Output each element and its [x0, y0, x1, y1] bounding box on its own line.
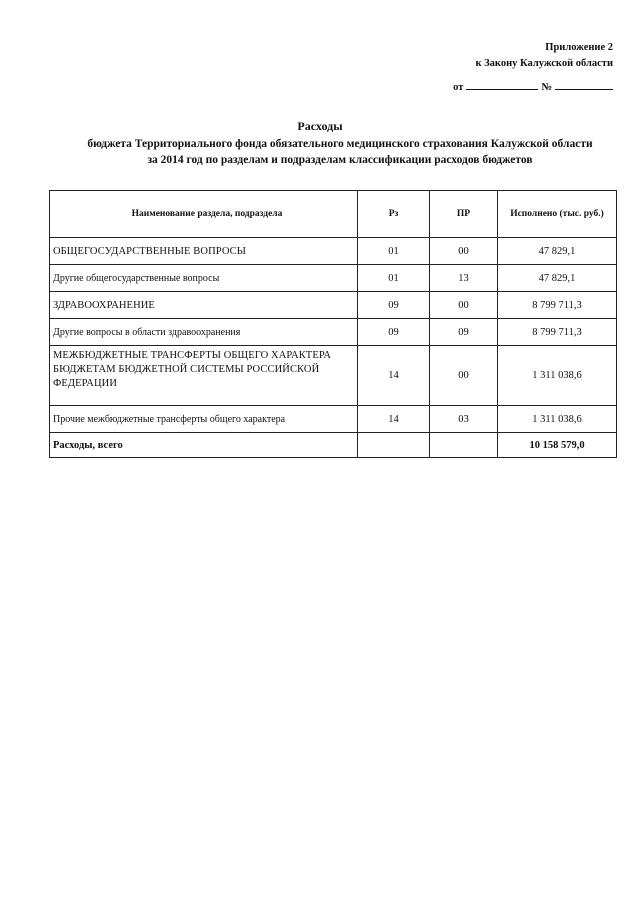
expenses-table	[49, 190, 617, 458]
row-pr: 03	[430, 406, 498, 433]
row-rz: 14	[358, 346, 430, 406]
table-row	[50, 265, 617, 292]
number-label: №	[541, 82, 552, 93]
row-name: Прочие межбюджетные трансферты общего характера	[50, 406, 358, 433]
row-amount: 1 311 038,6	[498, 346, 617, 406]
row-rz: 14	[358, 406, 430, 433]
row-amount: 8 799 711,3	[498, 319, 617, 346]
document-title: Расходы	[297, 119, 343, 133]
total-pr-empty	[430, 433, 498, 458]
row-name: ЗДРАВООХРАНЕНИЕ	[50, 292, 358, 319]
row-amount: 1 311 038,6	[498, 406, 617, 433]
row-pr: 09	[430, 319, 498, 346]
row-pr: 13	[430, 265, 498, 292]
row-pr: 00	[430, 292, 498, 319]
table-row	[50, 406, 617, 433]
column-header-name: Наименование раздела, подраздела	[50, 191, 358, 238]
appendix-label: Приложение 2	[545, 42, 613, 53]
table-row	[50, 346, 617, 406]
column-header-rz: Рз	[358, 191, 430, 238]
row-rz: 09	[358, 292, 430, 319]
row-pr: 00	[430, 238, 498, 265]
row-rz: 09	[358, 319, 430, 346]
row-rz: 01	[358, 265, 430, 292]
table-row	[50, 238, 617, 265]
subtitle-line-1: бюджета Территориального фонда обязательного медицинского страхования Калужской области	[87, 138, 593, 150]
total-amount: 10 158 579,0	[498, 433, 617, 458]
table-row	[50, 319, 617, 346]
table-header-row	[50, 191, 617, 238]
total-rz-empty	[358, 433, 430, 458]
row-name: ОБЩЕГОСУДАРСТВЕННЫЕ ВОПРОСЫ	[50, 238, 358, 265]
date-number-line	[453, 80, 613, 96]
subtitle-line-2: за 2014 год по разделам и подразделам классификации расходов бюджетов	[147, 153, 533, 166]
row-amount: 8 799 711,3	[498, 292, 617, 319]
document-subtitle	[60, 137, 620, 168]
row-rz: 01	[358, 238, 430, 265]
column-header-pr: ПР	[430, 191, 498, 238]
row-pr: 00	[430, 346, 498, 406]
row-amount: 47 829,1	[498, 265, 617, 292]
number-blank	[555, 80, 613, 90]
row-amount: 47 829,1	[498, 238, 617, 265]
table-row	[50, 292, 617, 319]
row-name: Другие общегосударственные вопросы	[50, 265, 358, 292]
row-name: Другие вопросы в области здравоохранения	[50, 319, 358, 346]
law-label: к Закону Калужской области	[475, 58, 613, 69]
from-label: от	[453, 82, 464, 93]
total-row	[50, 433, 617, 458]
row-name: МЕЖБЮДЖЕТНЫЕ ТРАНСФЕРТЫ ОБЩЕГО ХАРАКТЕРА БЮДЖЕТАМ БЮДЖЕТНОЙ СИСТЕМЫ РОССИЙСКОЙ ФЕДЕРАЦИИ	[50, 346, 358, 406]
column-header-amount: Исполнено (тыс. руб.)	[498, 191, 617, 238]
total-label: Расходы, всего	[50, 433, 358, 458]
date-blank	[466, 80, 538, 90]
document-header	[453, 40, 613, 96]
